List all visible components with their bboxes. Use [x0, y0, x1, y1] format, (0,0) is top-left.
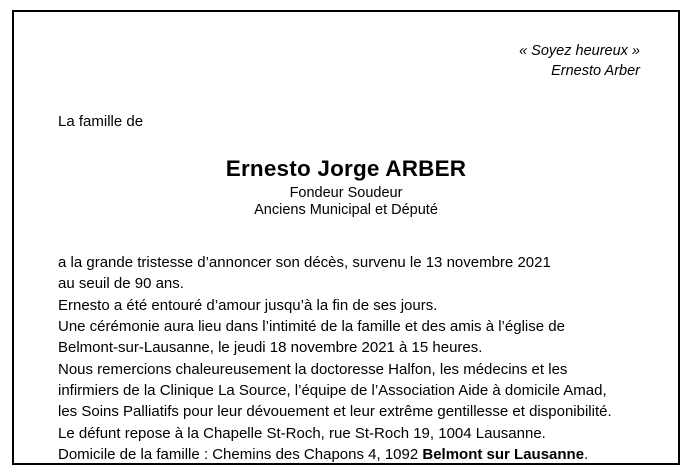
deceased-name: Ernesto Jorge ARBER — [225, 156, 467, 182]
body-line: Belmont-sur-Lausanne, le jeudi 18 novembre 2021 à 15 heures. — [58, 339, 483, 357]
notice-body — [58, 252, 644, 465]
epigraph-author: Ernesto Arber — [551, 62, 640, 79]
deceased-profession: Fondeur Soudeur — [289, 185, 403, 202]
family-intro-text: La famille de — [58, 113, 144, 131]
family-address-line — [58, 444, 644, 465]
deceased-name-block — [48, 156, 644, 218]
body-line: infirmiers de la Clinique La Source, l’équipe de l’Association Aide à domicile Amad, — [58, 381, 607, 399]
epigraph-quote: « Soyez heureux » — [519, 43, 640, 59]
body-line: a la grande tristesse d’annoncer son décès, survenu le 13 novembre 2021 — [58, 254, 551, 272]
address-suffix: . — [584, 445, 589, 463]
notice-content — [14, 12, 678, 463]
address-locality: Belmont sur Lausanne — [422, 445, 585, 463]
address-prefix: Domicile de la famille : Chemins des Chapons 4, 1092 — [58, 445, 423, 463]
body-line: Le défunt repose à la Chapelle St-Roch, rue St-Roch 19, 1004 Lausanne. — [58, 424, 546, 442]
body-line: les Soins Palliatifs pour leur dévouement et leur extrême gentillesse et disponibilité. — [58, 403, 612, 421]
notice-border-frame — [12, 10, 680, 465]
deceased-titles: Anciens Municipal et Député — [254, 202, 438, 219]
body-line: Nous remercions chaleureusement la doctoresse Halfon, les médecins et les — [58, 360, 568, 378]
body-line: au seuil de 90 ans. — [58, 275, 184, 293]
body-line: Ernesto a été entouré d’amour jusqu’à la fin de ses jours. — [58, 296, 438, 314]
body-line: Une cérémonie aura lieu dans l’intimité de la famille et des amis à l’église de — [58, 318, 565, 336]
epigraph-block — [48, 42, 640, 81]
